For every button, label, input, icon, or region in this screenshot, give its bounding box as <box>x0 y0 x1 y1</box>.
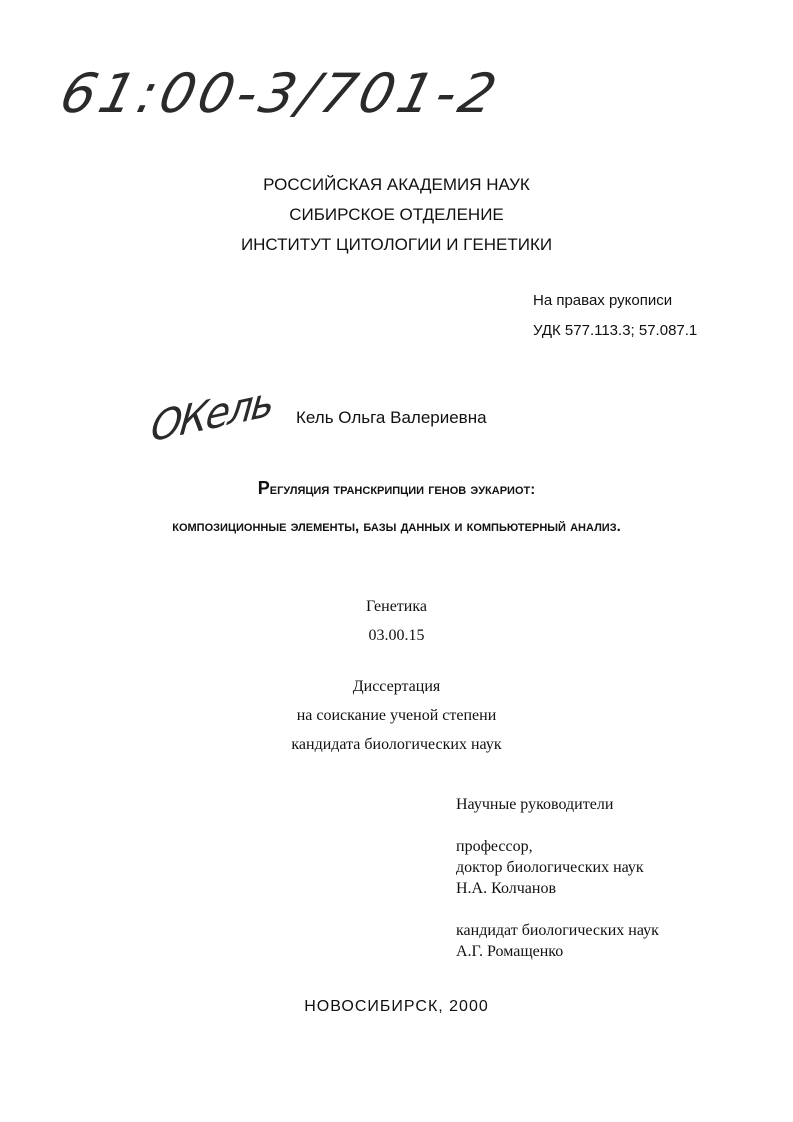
specialty-block <box>0 592 793 650</box>
title-line-1: Регуляция транскрипции генов эукариот: <box>257 478 536 498</box>
handwritten-signature: ОКель <box>148 378 275 452</box>
degree-block <box>0 672 793 759</box>
specialty-code: 03.00.15 <box>368 627 425 644</box>
supervisors-heading: Научные руководители <box>456 796 614 813</box>
academy-name: РОССИЙСКАЯ АКАДЕМИЯ НАУК <box>263 175 530 194</box>
supervisor-2-name: А.Г. Ромащенко <box>456 943 564 960</box>
institute-name: ИНСТИТУТ ЦИТОЛОГИИ И ГЕНЕТИКИ <box>240 235 553 254</box>
manuscript-rights: На правах рукописи <box>533 292 673 309</box>
city-year: НОВОСИБИРСК, 2000 <box>304 998 489 1015</box>
supervisor-1-name: Н.А. Колчанов <box>456 880 557 897</box>
handwritten-archive-code: 61:00-3/701-2 <box>54 62 507 125</box>
branch-name: СИБИРСКОЕ ОТДЕЛЕНИЕ <box>289 205 504 224</box>
supervisor-1-degree: доктор биологических наук <box>456 859 644 876</box>
institution-block <box>0 170 793 260</box>
udk-code: УДК 577.113.3; 57.087.1 <box>533 322 698 339</box>
supervisor-1-title: профессор, <box>456 838 533 855</box>
degree-purpose: на соискание ученой степени <box>296 707 497 724</box>
dissertation-title <box>0 470 793 545</box>
specialty-name: Генетика <box>366 598 427 615</box>
manuscript-block <box>533 286 697 346</box>
author-name: Кель Ольга Валериевна <box>296 408 487 427</box>
title-line-2: композиционные элементы, базы данных и компьютерный анализ. <box>172 518 621 535</box>
supervisors-block <box>456 794 659 962</box>
degree-type: Диссертация <box>352 678 441 695</box>
degree-name: кандидата биологических наук <box>291 736 502 753</box>
supervisor-2-degree: кандидат биологических наук <box>456 922 659 939</box>
